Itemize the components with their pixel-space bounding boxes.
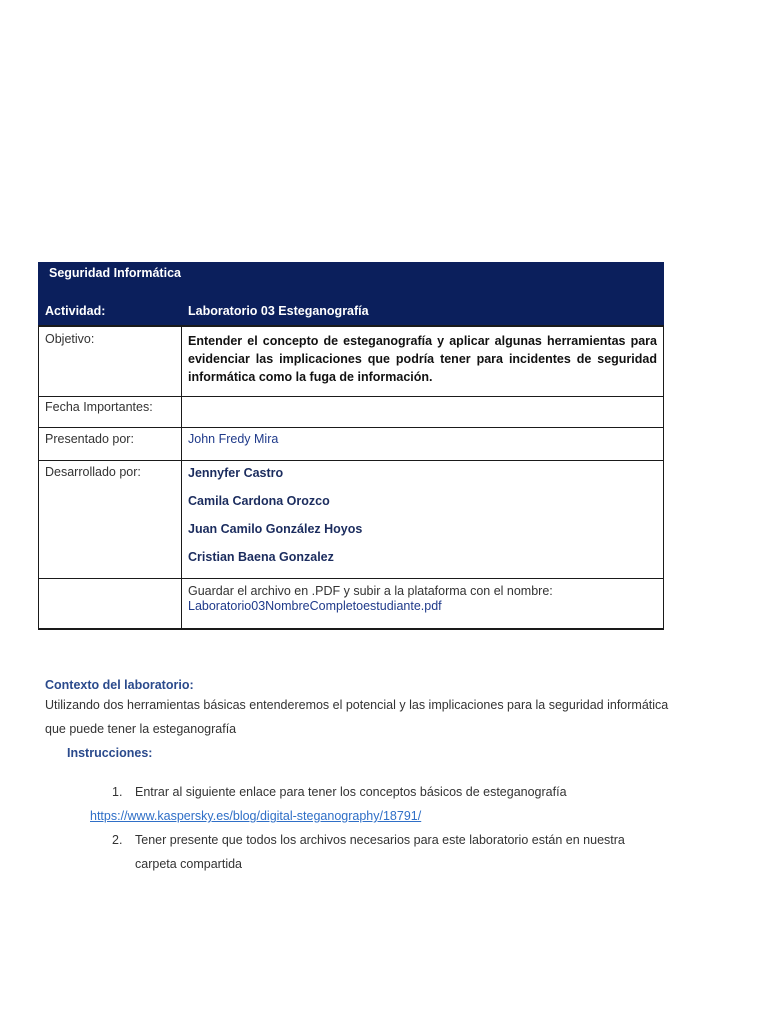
- instructions-heading: Instrucciones:: [67, 746, 153, 760]
- submission-empty-cell: [39, 579, 182, 630]
- dates-value: [182, 397, 664, 428]
- table-title-row: [39, 263, 664, 296]
- developers-cell: [182, 461, 664, 579]
- developer-name: Cristian Baena Gonzalez: [188, 550, 334, 564]
- objective-value: Entender el concepto de esteganografía y aplicar algunas herramientas para evidenciar las implicaciones que podría tener para incidentes de seguridad informática como la fuga de información.: [182, 326, 664, 397]
- submission-instruction: Guardar el archivo en .PDF y subir a la plataforma con el nombre:: [188, 584, 553, 598]
- submission-cell: [182, 579, 664, 630]
- presented-value: John Fredy Mira: [182, 428, 664, 461]
- developed-row: [39, 461, 664, 579]
- course-title: Seguridad Informática: [39, 263, 664, 296]
- activity-value: Laboratorio 03 Esteganografía: [182, 296, 664, 327]
- developed-label: Desarrollado por:: [39, 461, 182, 579]
- step-text: Entrar al siguiente enlace para tener los conceptos básicos de esteganografía: [135, 785, 567, 799]
- step-number: 1.: [112, 785, 123, 799]
- activity-label: Actividad:: [39, 296, 182, 327]
- developers-list: [188, 465, 657, 577]
- instructions-list: [90, 780, 670, 876]
- dates-row: [39, 397, 664, 428]
- dates-label: Fecha Importantes:: [39, 397, 182, 428]
- step-number: 2.: [112, 833, 123, 847]
- objective-label: Objetivo:: [39, 326, 182, 397]
- objective-row: [39, 326, 664, 397]
- context-heading: Contexto del laboratorio:: [45, 678, 194, 692]
- lab-context-section: [45, 677, 685, 765]
- context-body: Utilizando dos herramientas básicas entenderemos el potencial y las implicaciones para la seguridad informática que puede tener la esteganografía: [45, 698, 669, 736]
- activity-row: [39, 296, 664, 327]
- presented-row: [39, 428, 664, 461]
- developer-name: Juan Camilo González Hoyos: [188, 522, 363, 536]
- list-item: [90, 780, 670, 804]
- activity-info-table: [38, 262, 664, 630]
- step-text: Tener presente que todos los archivos necesarios para este laboratorio están en nuestra carpeta compartida: [135, 833, 625, 871]
- submission-row: [39, 579, 664, 630]
- submission-filename: Laboratorio03NombreCompletoestudiante.pdf: [188, 599, 442, 613]
- kaspersky-link[interactable]: https://www.kaspersky.es/blog/digital-steganography/18791/: [90, 809, 422, 823]
- list-item: [90, 828, 670, 876]
- developer-name: Jennyfer Castro: [188, 466, 284, 480]
- developer-name: Camila Cardona Orozco: [188, 494, 330, 508]
- presented-label: Presentado por:: [39, 428, 182, 461]
